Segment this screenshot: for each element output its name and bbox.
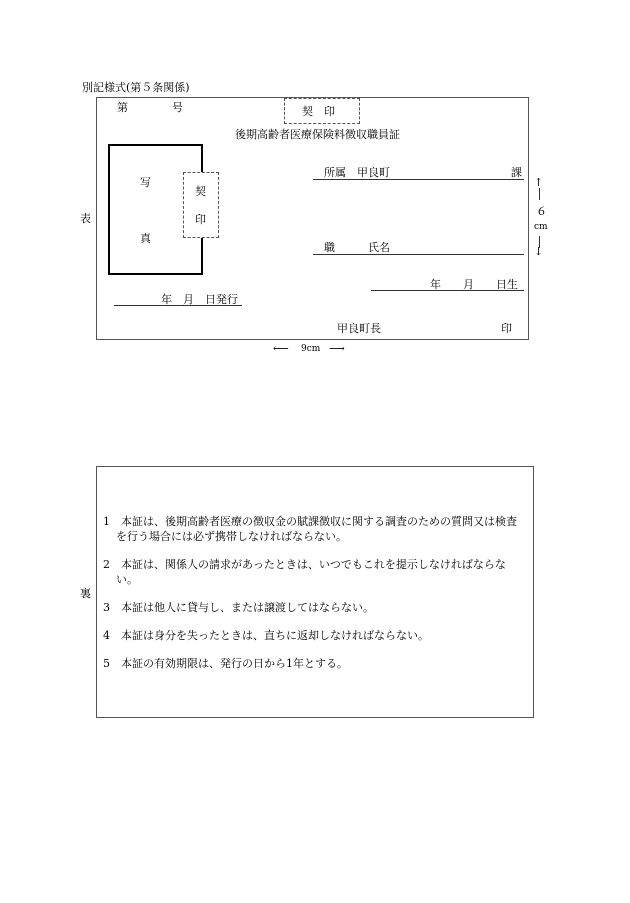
front-side-label: 表	[80, 212, 91, 225]
affiliation-suffix: 課	[511, 166, 522, 179]
card-number-label: 第 号	[117, 101, 183, 114]
name-underline	[313, 254, 524, 255]
back-notes	[103, 514, 527, 671]
side-seal-char-2: 印	[195, 213, 206, 226]
back-card	[96, 466, 534, 718]
birth-underline	[371, 290, 524, 291]
issue-underline	[114, 305, 242, 306]
photo-char-1: 写	[140, 176, 151, 189]
height-dimension	[534, 176, 548, 258]
side-seal-box	[183, 172, 219, 238]
affiliation-underline	[313, 179, 524, 180]
right-arrow-icon: ⟶	[329, 342, 345, 355]
birth-date-label: 年 月 日生	[430, 278, 518, 291]
height-dim-line-top	[539, 188, 540, 200]
side-seal-char-1: 契	[195, 185, 206, 198]
card-title: 後期高齢者医療保険料徴収職員証	[235, 128, 400, 141]
front-card	[96, 97, 529, 340]
form-label: 別記様式(第５条関係)	[82, 81, 190, 94]
note-item-4: 4 本証は身分を失ったときは、直ちに返却しなければならない。	[103, 629, 429, 642]
top-seal-box	[284, 98, 360, 124]
mayor-label: 甲良町長	[337, 322, 381, 335]
note-item-3: 3 本証は他人に貸与し、または譲渡してはならない。	[103, 601, 374, 614]
note-item-5: 5 本証の有効期限は、発行の日から1年とする。	[103, 657, 348, 670]
affiliation-label: 所属 甲良町	[324, 166, 390, 179]
top-seal-label: 契 印	[302, 105, 335, 118]
height-dim-value: ６	[536, 205, 547, 218]
height-dim-unit: cm	[534, 222, 548, 232]
note-item-2: 2 本証は、関係人の請求があったときは、いつでもこれを提示しなければならない。	[103, 558, 506, 586]
note-item-1: 1 本証は、後期高齢者医療の徴収金の賦課徴収に関する調査のための質問又は検査を行う場合には必ず携帯しなければならない。	[103, 515, 517, 543]
left-arrow-icon: ⟵	[273, 342, 289, 355]
back-side-label: 裏	[80, 587, 91, 600]
down-arrow-icon: ↓	[534, 245, 544, 258]
position-name-label: 職 氏名	[324, 241, 390, 254]
width-dim-label: 9cm	[301, 344, 321, 354]
up-arrow-icon: ↑	[534, 176, 544, 189]
issue-date-label: 年 月 日発行	[161, 293, 238, 306]
photo-char-2: 真	[140, 232, 151, 245]
mayor-seal-mark: 印	[501, 322, 512, 335]
